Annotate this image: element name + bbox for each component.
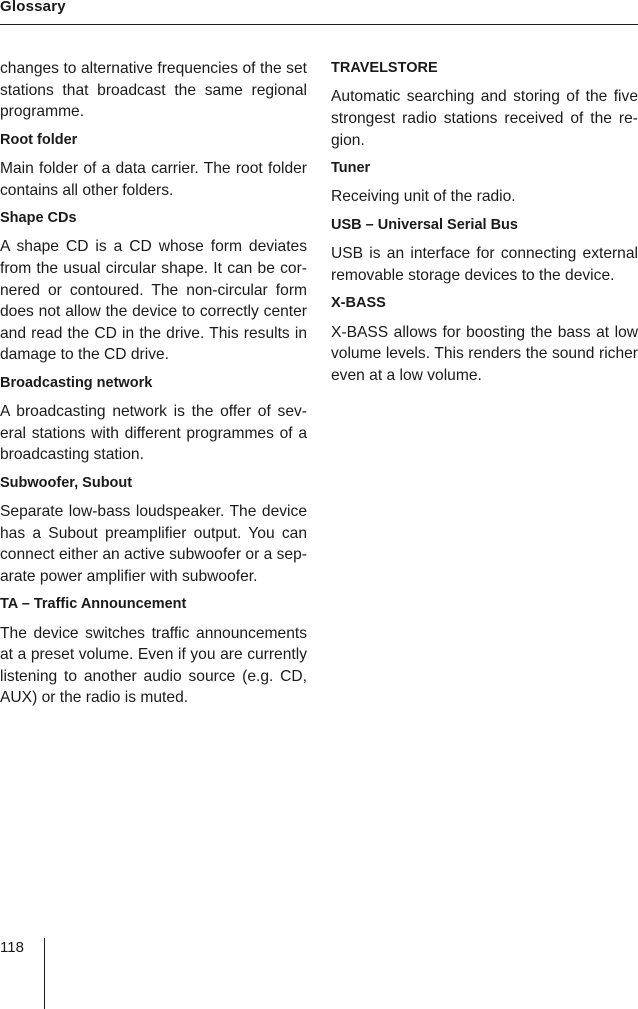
glossary-term: X-BASS <box>331 295 386 312</box>
glossary-term: Tuner <box>331 159 371 176</box>
glossary-definition: Separate low-bass loudspeaker. The device has a Subout preamplifier output. You can connect either an active subwoofer or a separate power amplifier with subwoofer. <box>0 503 307 585</box>
glossary-definition: The device switches traffic announcements at a preset volume. Even if you are currently listening to another audio source (e.g. CD, AUX) or the radio is muted. <box>0 624 307 707</box>
glossary-definition: Main folder of a data carrier. The root folder contains all other folders. <box>0 159 307 199</box>
glossary-column-right <box>331 58 638 393</box>
glossary-term: Shape CDs <box>0 209 77 226</box>
glossary-column-left <box>0 58 307 716</box>
glossary-definition: Receiving unit of the radio. <box>331 188 516 206</box>
glossary-definition: Automatic searching and storing of the five strongest radio stations received of the region. <box>331 88 638 149</box>
glossary-term: TRAVELSTORE <box>331 60 438 76</box>
glossary-definition: USB is an interface for connecting external removable storage devices to the device. <box>331 245 638 284</box>
glossary-definition: X-BASS allows for boosting the bass at low volume levels. This renders the sound richer even at a low volume. <box>331 323 638 384</box>
page-number: 118 <box>0 939 24 956</box>
header-divider <box>0 24 638 25</box>
footer-divider <box>44 938 45 1009</box>
glossary-term: Broadcasting network <box>0 374 153 391</box>
glossary-paragraph: changes to alternative frequencies of the set stations that broadcast the same regional programme. <box>0 60 307 121</box>
glossary-term: Root folder <box>0 131 78 148</box>
page-title: Glossary <box>0 0 66 15</box>
glossary-definition: A shape CD is a CD whose form deviates from the usual circular shape. It can be cornered or contoured. The non-circular form does not allow the device to correctly center and read the CD in the drive. This results in damage to the CD drive. <box>0 238 307 364</box>
glossary-term: Subwoofer, Subout <box>0 474 133 491</box>
glossary-term: TA – Traffic Announcement <box>0 596 187 613</box>
glossary-definition: A broadcasting network is the offer of several stations with different programmes of a broadcasting station. <box>0 403 307 464</box>
glossary-term: USB – Universal Serial Bus <box>331 216 518 233</box>
